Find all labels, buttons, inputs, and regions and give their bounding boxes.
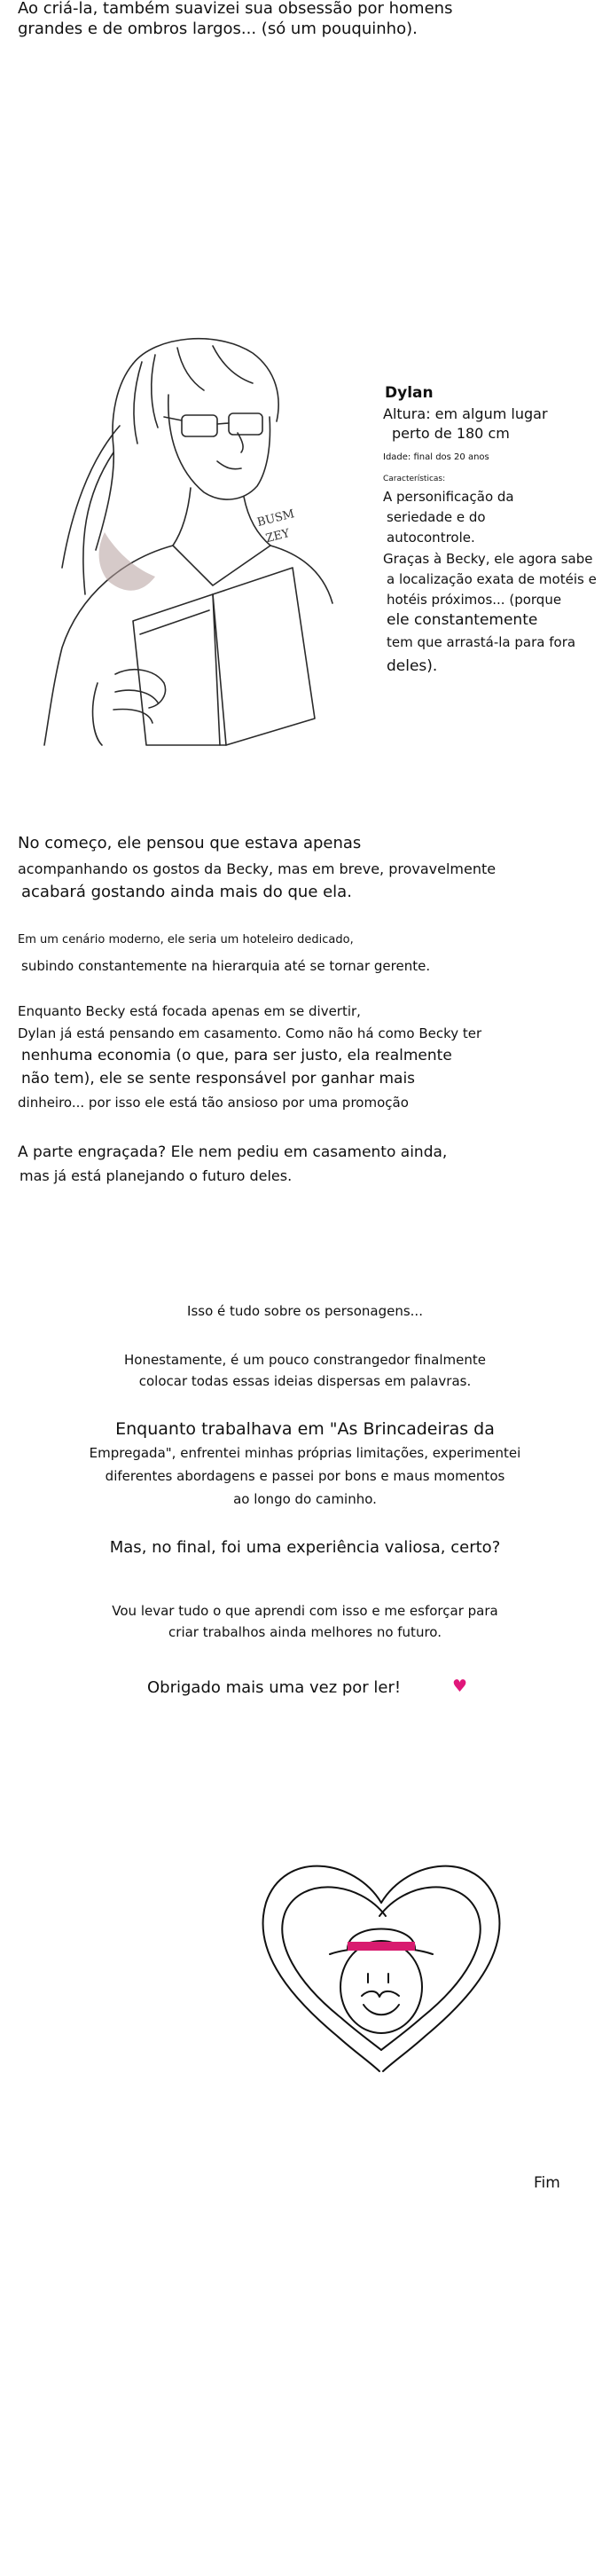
heart-face-doodle xyxy=(248,1850,514,2080)
profile-trait-8: tem que arrastá-la para fora xyxy=(387,634,576,650)
closing-line-3c: diferentes abordagens e passei por bons e maus momentos xyxy=(105,1468,505,1484)
profile-trait-7: ele constantemente xyxy=(387,611,538,629)
closing-line-4: Mas, no final, foi uma experiência valiosa, certo? xyxy=(109,1538,501,1557)
story-p3-line2: Dylan já está pensando em casamento. Como não há como Becky ter xyxy=(18,1025,482,1041)
closing-line-2a: Honestamente, é um pouco constrangedor finalmente xyxy=(123,1352,486,1368)
story-p3-line1: Enquanto Becky está focada apenas em se divertir, xyxy=(18,1003,361,1019)
story-p3-line5: dinheiro... por isso ele está tão ansioso por uma promoção xyxy=(18,1095,409,1111)
closing-line-3d: ao longo do caminho. xyxy=(233,1491,377,1507)
heart-icon: ♥ xyxy=(452,1677,468,1696)
profile-trait-5: a localização exata de motéis e xyxy=(387,571,597,587)
closing-line-3a: Enquanto trabalhava em "As Brincadeiras da xyxy=(115,1419,495,1439)
intro-line-1: Ao criá-la, também suavizei sua obsessão por homens xyxy=(18,0,453,18)
profile-trait-1: A personificação da xyxy=(383,489,514,505)
book-text-1: BUSM xyxy=(255,507,296,530)
profile-trait-3: autocontrole. xyxy=(387,530,475,546)
story-p1-line2: acompanhando os gostos da Becky, mas em breve, provavelmente xyxy=(18,860,497,877)
book-text-2: ZEY xyxy=(264,526,292,546)
closing-line-5a: Vou levar tudo o que aprendi com isso e me esforçar para xyxy=(112,1603,498,1619)
profile-name: Dylan xyxy=(385,384,434,402)
end-label: Fim xyxy=(534,2174,560,2192)
story-p3-line4: não tem), ele se sente responsável por ganhar mais xyxy=(21,1070,416,1088)
closing-line-3b: Empregada", enfrentei minhas próprias limitações, experimentei xyxy=(89,1445,521,1461)
closing-line-1: Isso é tudo sobre os personagens... xyxy=(187,1303,423,1319)
intro-line-2: grandes e de ombros largos... (só um pouquinho). xyxy=(18,20,418,38)
story-p2-line1: Em um cenário moderno, ele seria um hoteleiro dedicado, xyxy=(18,933,354,946)
profile-height-2: perto de 180 cm xyxy=(392,425,510,442)
profile-traits-label: Características: xyxy=(383,475,446,483)
dylan-illustration xyxy=(0,328,355,745)
story-p2-line2: subindo constantemente na hierarquia até se tornar gerente. xyxy=(21,958,431,974)
profile-trait-9: deles). xyxy=(387,657,438,675)
story-p4-line2: mas já está planejando o futuro deles. xyxy=(20,1167,293,1184)
profile-trait-4: Graças à Becky, ele agora sabe xyxy=(383,551,593,567)
story-p1-line3: acabará gostando ainda mais do que ela. xyxy=(21,883,352,901)
closing-line-2b: colocar todas essas ideias dispersas em palavras. xyxy=(138,1373,472,1389)
story-p1-line1: No começo, ele pensou que estava apenas xyxy=(18,834,362,852)
profile-trait-2: seriedade e do xyxy=(387,509,486,525)
story-p4-line1: A parte engraçada? Ele nem pediu em casamento ainda, xyxy=(18,1143,448,1161)
profile-trait-6: hotéis próximos... (porque xyxy=(387,592,562,608)
closing-line-6: Obrigado mais uma vez por ler! xyxy=(147,1678,402,1697)
profile-age: Idade: final dos 20 anos xyxy=(383,452,489,462)
hat-band xyxy=(348,1942,415,1951)
story-p3-line3: nenhuma economia (o que, para ser justo, ela realmente xyxy=(21,1047,452,1064)
profile-height-1: Altura: em algum lugar xyxy=(383,405,548,422)
closing-line-5b: criar trabalhos ainda melhores no futuro. xyxy=(168,1624,442,1640)
